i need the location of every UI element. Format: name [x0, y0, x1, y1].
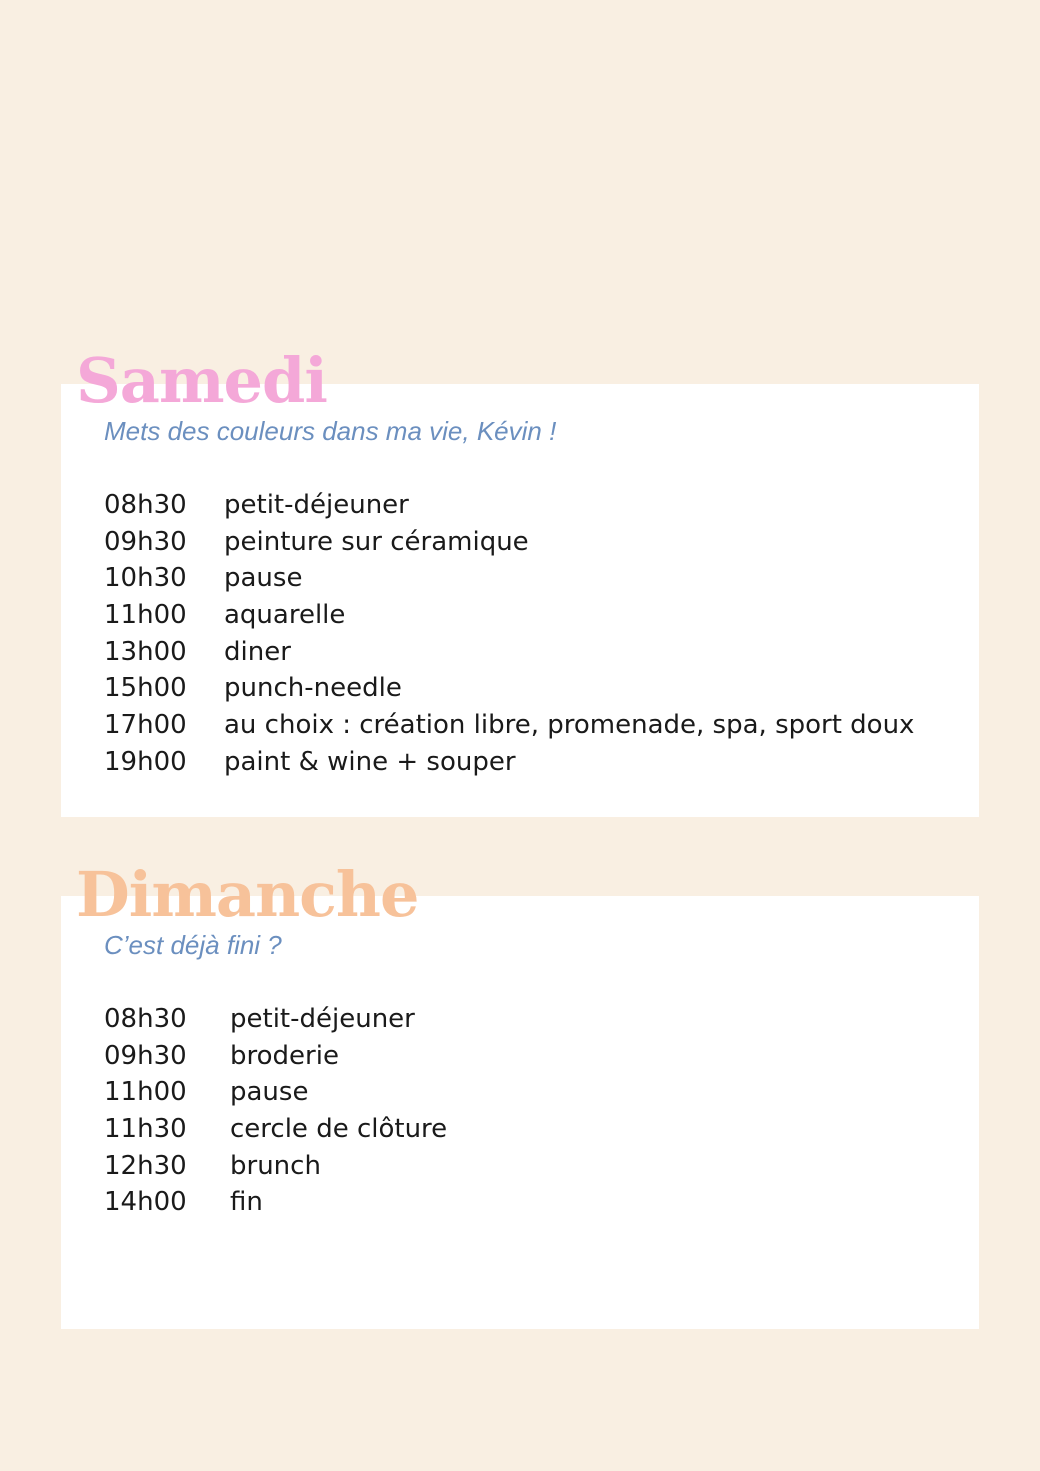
schedule-time: 09h30 — [104, 1040, 187, 1071]
schedule-row — [104, 1074, 447, 1111]
schedule-row — [104, 1148, 447, 1185]
schedule-time: 13h00 — [104, 636, 187, 667]
schedule-time: 09h30 — [104, 526, 187, 557]
schedule-row — [104, 597, 914, 634]
schedule-activity: pause — [224, 563, 303, 594]
schedule-activity: pause — [230, 1077, 309, 1108]
schedule-time: 14h00 — [104, 1187, 187, 1218]
schedule-activity: au choix : création libre, promenade, spa, sport doux — [224, 710, 915, 741]
schedule-time: 08h30 — [104, 490, 187, 520]
schedule-activity: petit-déjeuner — [224, 490, 409, 520]
schedule-row — [104, 560, 914, 597]
schedule-time: 11h00 — [104, 600, 187, 631]
schedule-row — [104, 670, 914, 707]
schedule-activity: petit-déjeuner — [230, 1004, 415, 1034]
schedule-activity: punch-needle — [224, 673, 402, 704]
schedule-time: 15h00 — [104, 673, 187, 704]
schedule-row — [104, 1038, 447, 1075]
schedule-row — [104, 1184, 447, 1221]
samedi-schedule — [104, 487, 914, 781]
schedule-activity: diner — [224, 636, 291, 667]
schedule-time: 08h30 — [104, 1004, 187, 1034]
schedule-time: 10h30 — [104, 563, 187, 594]
schedule-time: 19h00 — [104, 746, 187, 777]
schedule-activity: cercle de clôture — [230, 1114, 448, 1145]
dimanche-subtitle: C’est déjà fini ? — [104, 930, 282, 960]
schedule-row — [104, 744, 914, 781]
samedi-title: Samedi — [76, 344, 327, 417]
schedule-activity: paint & wine + souper — [224, 746, 516, 777]
schedule-row — [104, 524, 914, 561]
schedule-row — [104, 1001, 447, 1038]
dimanche-schedule — [104, 1001, 447, 1221]
schedule-time: 12h30 — [104, 1150, 187, 1181]
schedule-activity: peinture sur céramique — [224, 526, 529, 557]
schedule-row — [104, 707, 914, 744]
schedule-time: 11h00 — [104, 1077, 187, 1108]
schedule-activity: fin — [230, 1187, 263, 1218]
schedule-time: 11h30 — [104, 1114, 187, 1145]
schedule-row — [104, 1111, 447, 1148]
dimanche-title: Dimanche — [76, 858, 419, 931]
schedule-row — [104, 634, 914, 671]
schedule-activity: brunch — [230, 1150, 321, 1181]
schedule-row — [104, 487, 914, 524]
samedi-subtitle: Mets des couleurs dans ma vie, Kévin ! — [104, 416, 557, 446]
schedule-activity: broderie — [230, 1040, 339, 1071]
schedule-activity: aquarelle — [224, 600, 346, 631]
schedule-time: 17h00 — [104, 710, 187, 741]
